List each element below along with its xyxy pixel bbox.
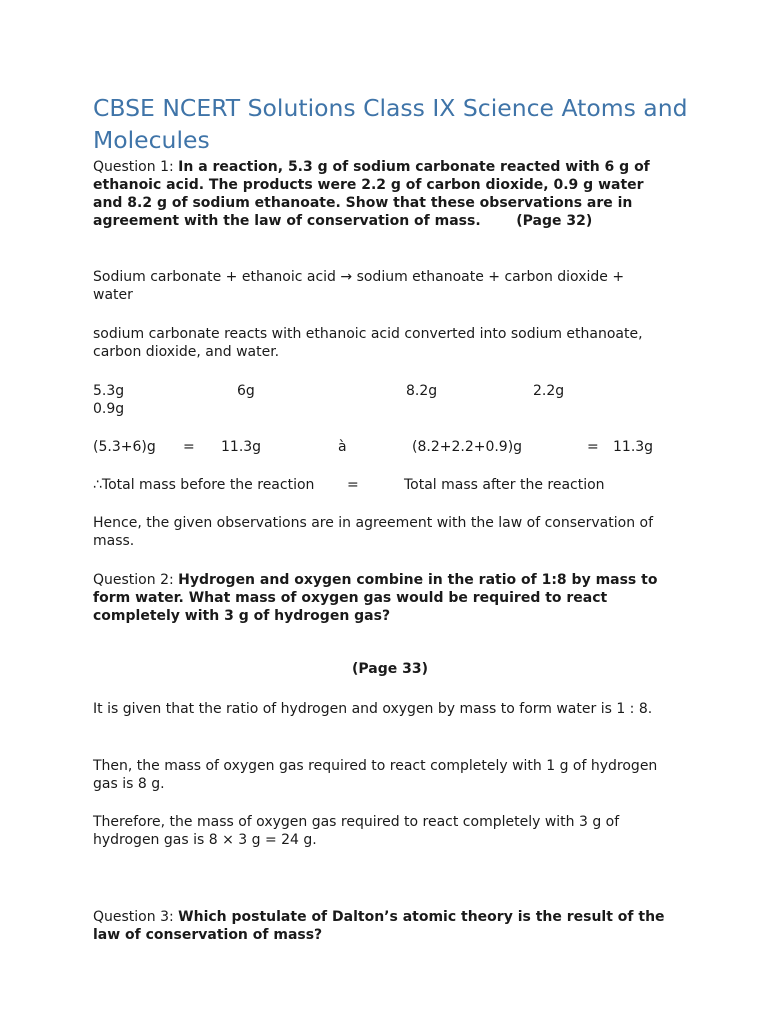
question-1-label: Question 1: — [93, 159, 179, 175]
masses-row-wrap — [93, 400, 673, 418]
question-3-label: Question 3: — [93, 909, 179, 925]
mass-carbon-dioxide: 2.2g — [533, 383, 565, 399]
answer-2-paragraph-1: It is given that the ratio of hydrogen and oxygen by mass to form water is 1 : 8. — [93, 701, 653, 717]
total-before: ∴Total mass before the reaction — [93, 477, 315, 493]
equals-sign-1: = — [183, 439, 195, 455]
arrow-symbol: à — [338, 439, 347, 455]
question-2-page-ref: (Page 33) — [352, 661, 429, 677]
sum-reactants: (5.3+6)g — [93, 439, 156, 455]
mass-sodium-ethanoate: 8.2g — [406, 383, 438, 399]
equals-sign-2: = — [587, 439, 599, 455]
total-after: Total mass after the reaction — [404, 477, 605, 493]
answer-2-paragraph-2: Then, the mass of oxygen gas required to react completely with 1 g of hydrogen gas is 8 g. — [93, 758, 658, 792]
sum-row — [93, 438, 673, 456]
question-2 — [93, 571, 673, 625]
question-1-page-ref: (Page 32) — [516, 213, 593, 229]
equals-sign-3: = — [347, 477, 359, 493]
total-row — [93, 476, 673, 494]
mass-water: 0.9g — [93, 401, 125, 417]
value-reactants: 11.3g — [221, 439, 262, 455]
question-2-label: Question 2: — [93, 572, 179, 588]
mass-sodium-carbonate: 5.3g — [93, 383, 125, 399]
mass-ethanoic-acid: 6g — [237, 383, 255, 399]
question-2-text: Hydrogen and oxygen combine in the ratio of 1:8 by mass to form water. What mass of oxygen gas would be required to react completely with 3 g of hydrogen gas? — [93, 572, 658, 624]
answer-1-conclusion: Hence, the given observations are in agreement with the law of conservation of mass. — [93, 515, 654, 549]
value-products: 11.3g — [613, 439, 654, 455]
question-1 — [93, 158, 673, 230]
question-1-text: In a reaction, 5.3 g of sodium carbonate reacted with 6 g of ethanoic acid. The products were 2.2 g of carbon dioxide, 0.9 g water and 8.2 g of sodium ethanoate. Show that these observations are in agreement with the law of conservation of mass. — [93, 159, 650, 229]
question-3 — [93, 908, 673, 944]
answer-1-equation: Sodium carbonate + ethanoic acid → sodium ethanoate + carbon dioxide + water — [93, 269, 625, 303]
question-3-text: Which postulate of Dalton’s atomic theory is the result of the law of conservation of mass? — [93, 909, 665, 943]
masses-row — [93, 382, 673, 400]
sum-products: (8.2+2.2+0.9)g — [412, 439, 523, 455]
page-title: CBSE NCERT Solutions Class IX Science Atoms and Molecules — [93, 94, 688, 154]
answer-1-explanation: sodium carbonate reacts with ethanoic acid converted into sodium ethanoate, carbon dioxide, and water. — [93, 326, 643, 360]
answer-2-paragraph-3: Therefore, the mass of oxygen gas required to react completely with 3 g of hydrogen gas is 8 × 3 g = 24 g. — [93, 814, 620, 848]
